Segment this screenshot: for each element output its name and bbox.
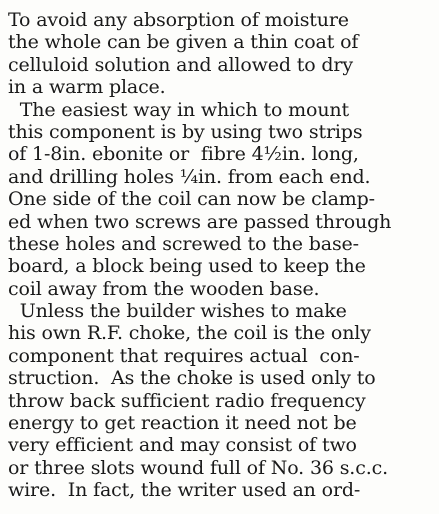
text-line-6: this component is by using two strips: [8, 120, 363, 143]
text-line-9: One side of the coil can now be clamp-: [8, 188, 375, 211]
text-line-5: The easiest way in which to mount: [8, 98, 349, 121]
text-line-12: board, a block being used to keep the: [8, 255, 366, 278]
text-line-14: Unless the builder wishes to make: [8, 300, 347, 323]
text-line-3: celluloid solution and allowed to dry: [8, 53, 353, 76]
text-line-2: the whole can be given a thin coat of: [8, 31, 359, 54]
text-line-1: To avoid any absorption of moisture: [8, 9, 349, 31]
text-line-8: and drilling holes ¼in. from each end.: [8, 165, 371, 188]
text-line-15: his own R.F. choke, the coil is the only: [8, 322, 371, 345]
text-line-20: very efficient and may consist of two: [8, 434, 357, 457]
text-line-21: or three slots wound full of No. 36 s.c.c.: [8, 456, 388, 479]
text-line-11: these holes and screwed to the base-: [8, 232, 359, 255]
text-line-16: component that requires actual con-: [8, 344, 360, 367]
text-line-4: in a warm place.: [8, 76, 166, 99]
text-line-22: wire. In fact, the writer used an ord-: [8, 479, 361, 502]
text-line-17: struction. As the choke is used only to: [8, 367, 376, 390]
article-text-column: [8, 9, 432, 502]
text-line-7: of 1-8in. ebonite or fibre 4½in. long,: [8, 143, 359, 166]
text-line-13: coil away from the wooden base.: [8, 277, 320, 300]
text-line-19: energy to get reaction it need not be: [8, 412, 357, 435]
text-line-18: throw back sufficient radio frequency: [8, 389, 366, 412]
text-line-10: ed when two screws are passed through: [8, 210, 392, 233]
